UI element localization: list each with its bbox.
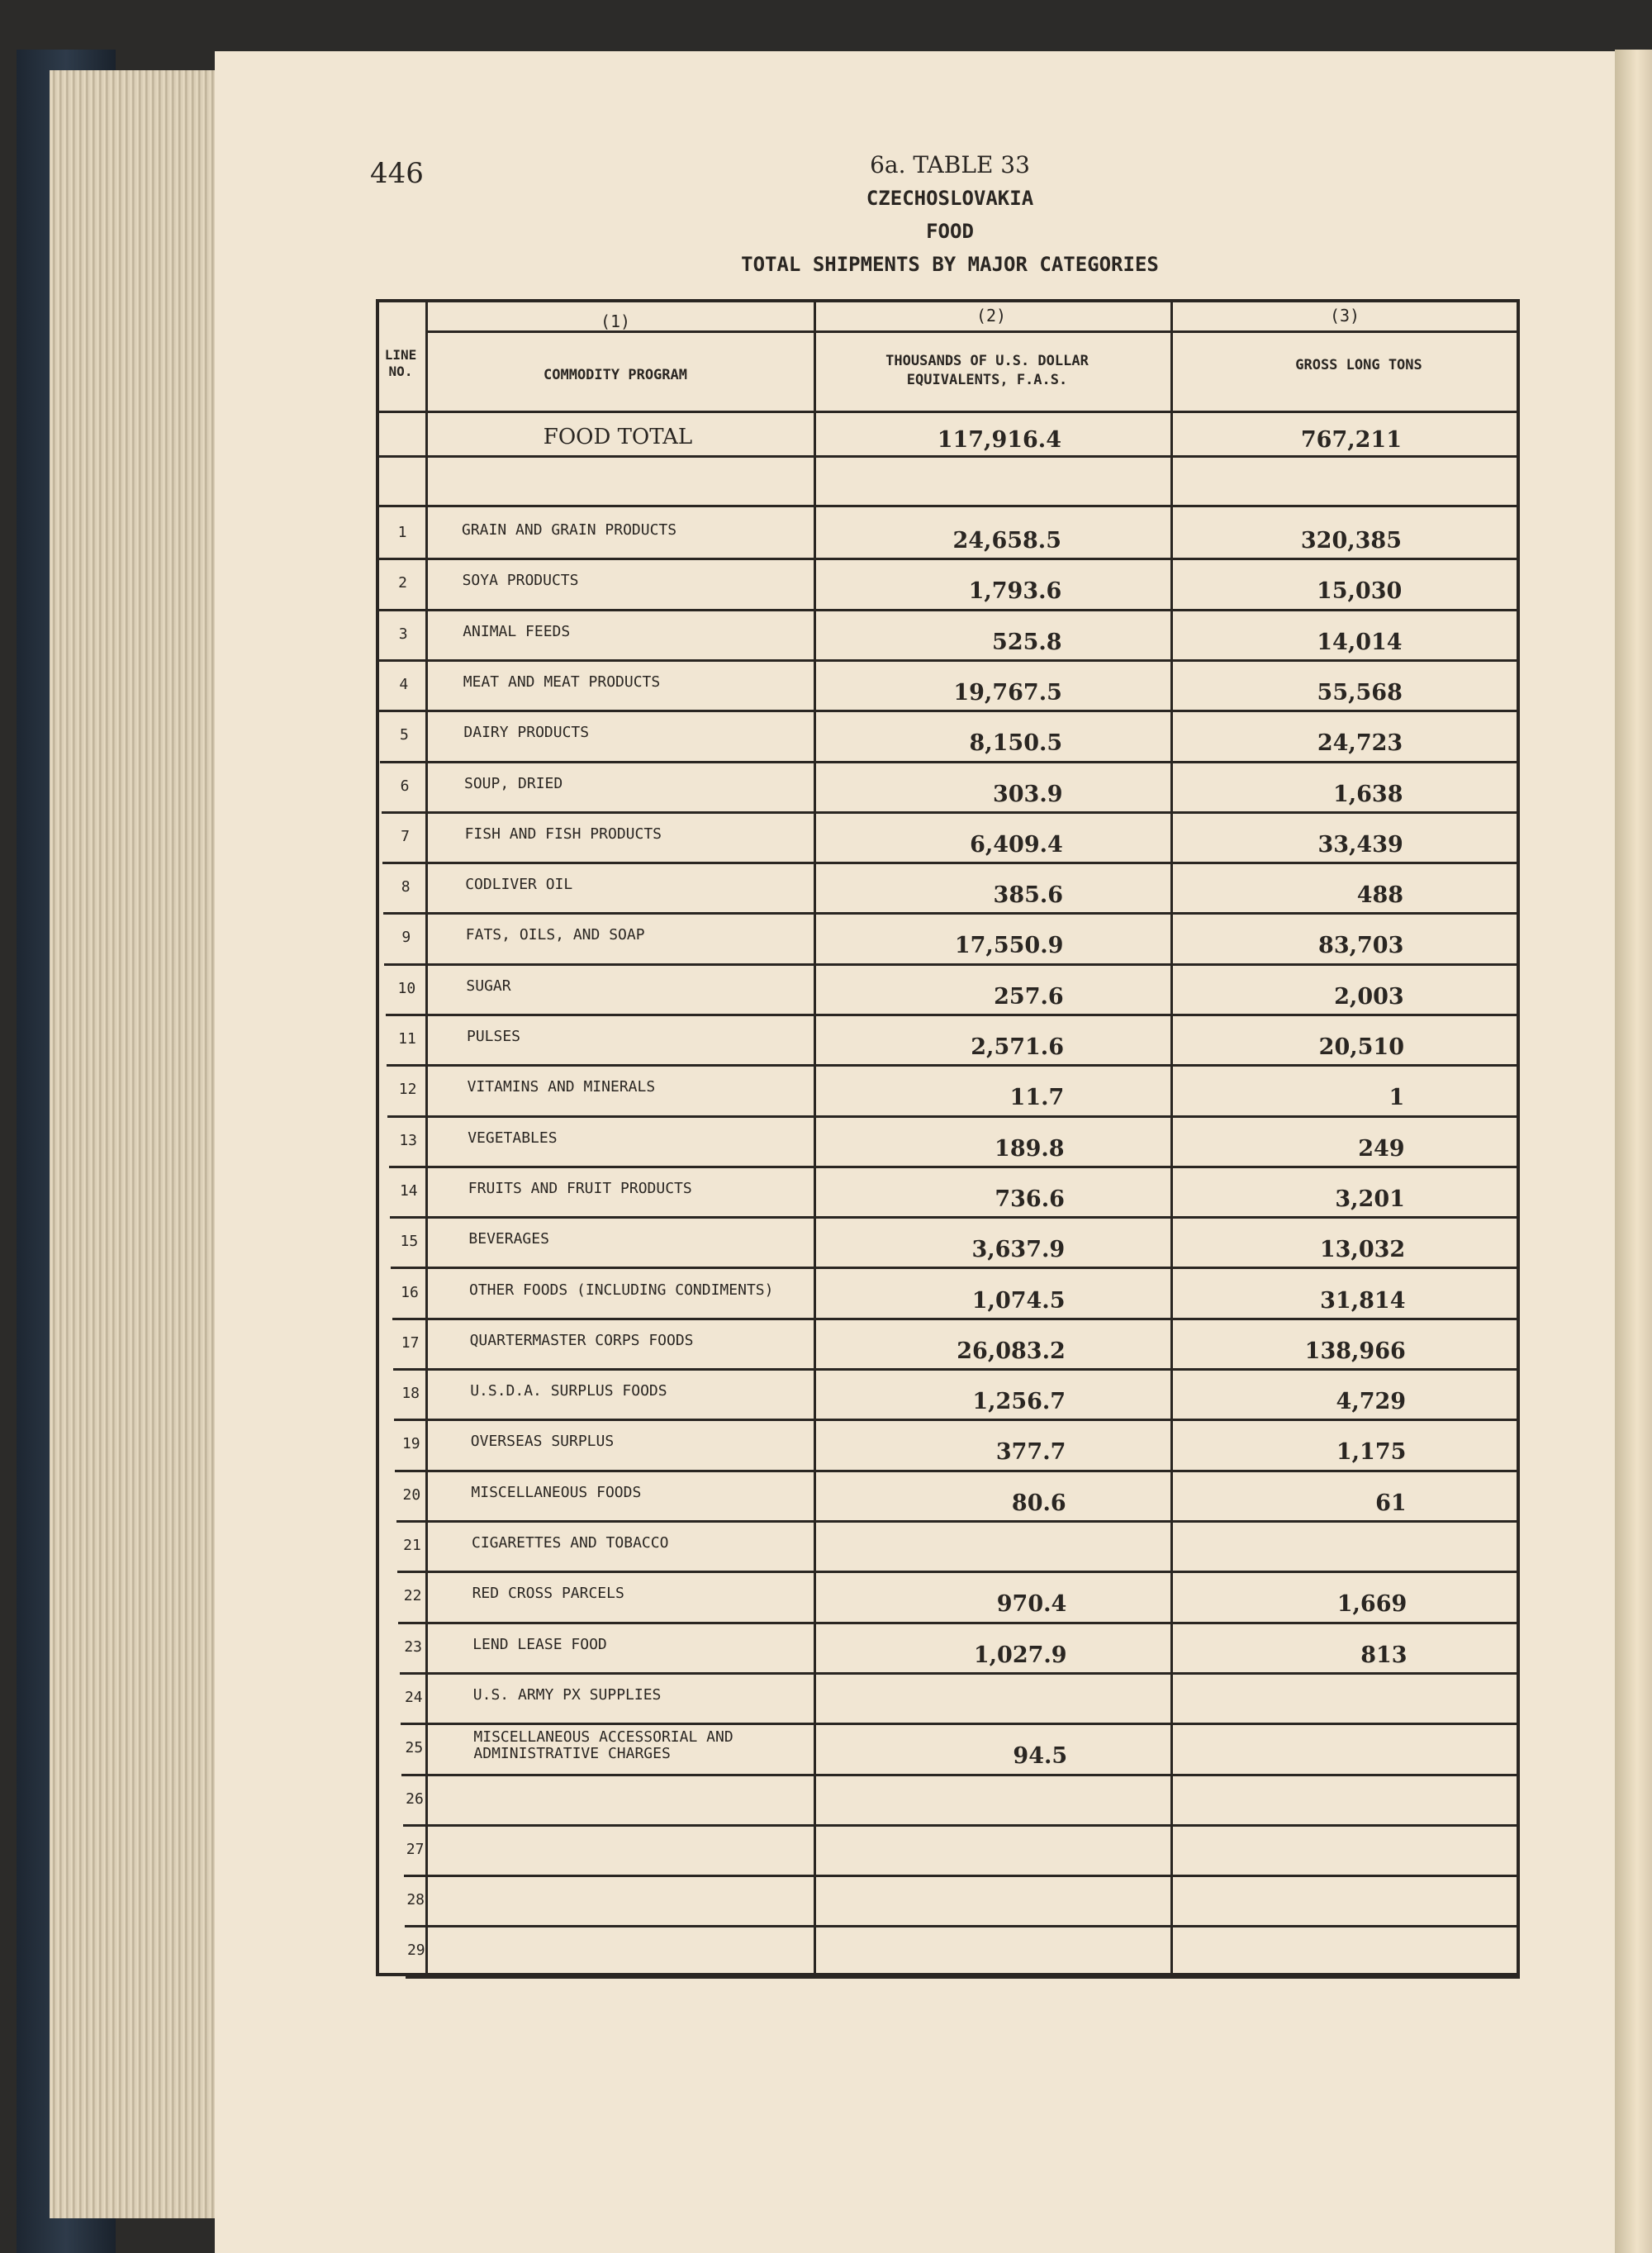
- line-number: 24: [404, 1689, 423, 1706]
- dollars-value: 80.6: [1011, 1490, 1066, 1516]
- row-rule: [390, 1216, 1520, 1219]
- tons-value: 249: [1358, 1136, 1405, 1162]
- header-rule: [376, 411, 1520, 413]
- commodity-label: RED CROSS PARCELS: [472, 1585, 624, 1602]
- commodity-label: ANIMAL FEEDS: [463, 623, 571, 640]
- tons-value: 488: [1356, 882, 1404, 908]
- row-rule: [406, 1976, 1520, 1979]
- row-rule: [377, 609, 1520, 611]
- line-number: 16: [401, 1284, 419, 1301]
- row-rule: [401, 1774, 1520, 1776]
- row-rule: [396, 1520, 1520, 1523]
- row-rule: [393, 1368, 1520, 1371]
- row-rule: [403, 1824, 1520, 1827]
- spacer-rule: [376, 505, 1520, 507]
- dollars-value: 17,550.9: [954, 933, 1064, 958]
- dollars-value: 1,256.7: [972, 1389, 1066, 1414]
- tons-value: 1,638: [1332, 782, 1403, 807]
- line-number: 22: [403, 1587, 422, 1604]
- tons-value: 320,385: [1300, 528, 1402, 554]
- dollars-value: 303.9: [992, 782, 1063, 807]
- commodity-label: DAIRY PRODUCTS: [463, 724, 590, 741]
- commodity-label: FRUITS AND FRUIT PRODUCTS: [468, 1180, 692, 1197]
- col-number-1: (1): [600, 311, 631, 331]
- line-number: 11: [398, 1030, 416, 1048]
- row-rule: [383, 912, 1520, 915]
- row-rule: [382, 862, 1520, 864]
- tons-value: 1,175: [1336, 1439, 1407, 1465]
- commodity-label: FATS, OILS, AND SOAP: [465, 926, 645, 944]
- commodity-label: CODLIVER OIL: [465, 876, 573, 893]
- dollars-value: 2,571.6: [971, 1034, 1064, 1060]
- line-number: 21: [403, 1537, 421, 1554]
- row-rule: [387, 1064, 1520, 1067]
- line-number: 23: [404, 1638, 423, 1656]
- dollars-value: 736.6: [995, 1186, 1065, 1212]
- col-number-3: (3): [1329, 306, 1360, 326]
- commodity-label: SOUP, DRIED: [464, 775, 563, 792]
- commodity-label: FISH AND FISH PRODUCTS: [464, 825, 662, 843]
- dollars-value: 6,409.4: [970, 832, 1063, 858]
- tons-value: 813: [1360, 1642, 1408, 1668]
- tons-value: 24,723: [1317, 730, 1403, 756]
- dollars-header-1: THOUSANDS OF U.S. DOLLAR: [885, 353, 1089, 369]
- dollars-value: 1,027.9: [973, 1642, 1067, 1668]
- commodity-label: MISCELLANEOUS FOODS: [471, 1484, 642, 1501]
- line-number: 5: [399, 726, 409, 744]
- dollars-value: 8,150.5: [969, 730, 1063, 756]
- row-rule: [404, 1875, 1520, 1877]
- tons-value: 83,703: [1318, 933, 1404, 958]
- tons-value: 4,729: [1336, 1389, 1407, 1414]
- dollars-value: 257.6: [994, 984, 1064, 1010]
- tons-value: 15,030: [1316, 578, 1403, 604]
- table-ref: 6a. TABLE 33: [870, 151, 1030, 178]
- line-number: 15: [400, 1233, 419, 1250]
- line-number: 8: [401, 878, 411, 896]
- commodity-label: MISCELLANEOUS ACCESSORIAL AND ADMINISTRATIVE CHARGES: [473, 1728, 733, 1762]
- row-rule: [380, 761, 1520, 763]
- tons-value: 31,814: [1320, 1288, 1406, 1314]
- commodity-header: COMMODITY PROGRAM: [544, 367, 687, 383]
- dollars-value: 24,658.5: [952, 528, 1061, 554]
- tons-value: 138,966: [1304, 1338, 1406, 1364]
- row-rule: [379, 710, 1520, 712]
- line-number: 27: [406, 1841, 425, 1858]
- dollars-value: 94.5: [1013, 1743, 1068, 1769]
- line-number: 10: [397, 980, 416, 997]
- commodity-label: SUGAR: [466, 977, 511, 995]
- row-rule: [384, 963, 1520, 966]
- dollars-value: 19,767.5: [953, 680, 1062, 706]
- row-rule: [405, 1925, 1520, 1927]
- col-number-2: (2): [976, 306, 1007, 326]
- dollars-value: 377.7: [995, 1439, 1066, 1465]
- dollars-value: 189.8: [995, 1136, 1065, 1162]
- row-rule: [397, 1571, 1520, 1573]
- row-rule: [400, 1672, 1520, 1675]
- commodity-label: OVERSEAS SURPLUS: [470, 1433, 615, 1450]
- commodity-label: QUARTERMASTER CORPS FOODS: [469, 1332, 694, 1349]
- line-number: 17: [401, 1334, 420, 1352]
- tons-value: 20,510: [1318, 1034, 1404, 1060]
- page-number: 446: [370, 157, 424, 190]
- row-rule: [392, 1318, 1520, 1320]
- row-rule: [378, 659, 1520, 662]
- table-title: TOTAL SHIPMENTS BY MAJOR CATEGORIES: [741, 253, 1159, 276]
- dollars-value: 970.4: [996, 1591, 1067, 1617]
- line-number: 12: [398, 1081, 417, 1098]
- facing-page-edge: [1615, 50, 1652, 2253]
- commodity-label: U.S. ARMY PX SUPPLIES: [472, 1686, 662, 1704]
- category-heading: FOOD: [926, 220, 974, 243]
- colnum-rule: [425, 330, 1520, 333]
- row-rule: [389, 1166, 1520, 1168]
- line-number: 20: [402, 1486, 421, 1504]
- line-number: 4: [399, 676, 409, 693]
- commodity-label: BEVERAGES: [468, 1230, 549, 1248]
- dollars-value: 385.6: [993, 882, 1064, 908]
- tons-header: GROSS LONG TONS: [1295, 357, 1422, 373]
- line-number: 19: [401, 1435, 420, 1452]
- commodity-label: VEGETABLES: [468, 1129, 558, 1147]
- row-rule: [394, 1419, 1520, 1421]
- line-number: 14: [399, 1182, 418, 1200]
- row-rule: [376, 558, 1520, 560]
- commodity-label: CIGARETTES AND TOBACCO: [472, 1534, 669, 1552]
- line-number: 29: [406, 1942, 425, 1959]
- commodity-label: PULSES: [467, 1028, 521, 1045]
- dollars-value: 1,793.6: [968, 578, 1062, 604]
- tons-value: 1,669: [1336, 1591, 1408, 1617]
- line-number: 2: [398, 574, 408, 592]
- commodity-label: VITAMINS AND MINERALS: [467, 1078, 656, 1096]
- line-number: 28: [406, 1891, 425, 1908]
- tons-value: 61: [1375, 1490, 1407, 1516]
- commodity-label: OTHER FOODS (INCLUDING CONDIMENTS): [469, 1281, 774, 1299]
- commodity-label: U.S.D.A. SURPLUS FOODS: [470, 1382, 667, 1400]
- row-rule: [401, 1723, 1520, 1725]
- commodity-label: LEND LEASE FOOD: [472, 1636, 607, 1653]
- dollars-value: 525.8: [992, 630, 1062, 655]
- line-header-2: NO.: [388, 364, 413, 379]
- tons-value: 14,014: [1317, 630, 1403, 655]
- line-number: 25: [405, 1739, 424, 1756]
- row-rule: [387, 1115, 1520, 1118]
- row-rule: [382, 811, 1520, 814]
- dollars-value: 11.7: [1009, 1085, 1065, 1110]
- line-number: 18: [401, 1385, 420, 1402]
- dollars-header-2: EQUIVALENTS, F.A.S.: [906, 372, 1068, 388]
- tons-value: 55,568: [1317, 680, 1403, 706]
- dollars-value: 3,637.9: [971, 1237, 1066, 1262]
- food-total-dollars: 117,916.4: [937, 427, 1061, 453]
- food-total-tons: 767,211: [1300, 427, 1402, 453]
- commodity-label: SOYA PRODUCTS: [462, 572, 579, 589]
- commodity-label: MEAT AND MEAT PRODUCTS: [463, 673, 661, 691]
- commodity-label: GRAIN AND GRAIN PRODUCTS: [462, 521, 677, 539]
- dollars-value: 1,074.5: [971, 1288, 1066, 1314]
- tons-value: 33,439: [1317, 832, 1403, 858]
- line-number: 7: [401, 828, 411, 845]
- line-number: 13: [399, 1132, 418, 1149]
- tons-value: 2,003: [1334, 984, 1404, 1010]
- total-rule: [376, 455, 1520, 458]
- line-header-1: LINE: [384, 347, 417, 363]
- line-number: 1: [397, 524, 407, 541]
- row-rule: [395, 1470, 1520, 1472]
- food-total-label: FOOD TOTAL: [543, 425, 693, 449]
- line-number: 9: [401, 929, 411, 946]
- page-edges: [50, 70, 240, 2218]
- row-rule: [398, 1622, 1520, 1624]
- tons-value: 13,032: [1319, 1237, 1406, 1262]
- row-rule: [391, 1267, 1520, 1269]
- dollars-value: 26,083.2: [957, 1338, 1066, 1364]
- line-number: 6: [400, 777, 410, 795]
- line-number: 3: [398, 625, 408, 643]
- tons-value: 1: [1389, 1085, 1405, 1110]
- row-rule: [386, 1014, 1520, 1016]
- line-number: 26: [406, 1790, 424, 1808]
- tons-value: 3,201: [1335, 1186, 1405, 1212]
- country-heading: CZECHOSLOVAKIA: [866, 187, 1034, 210]
